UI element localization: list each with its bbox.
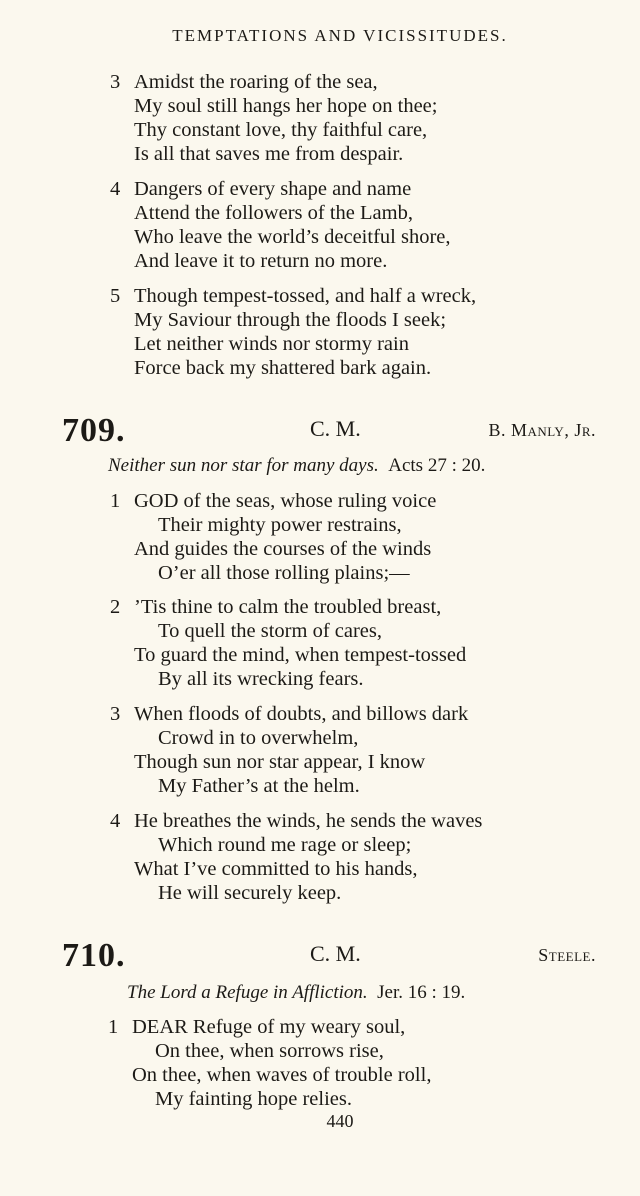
verse-line: Dangers of every shape and name — [134, 178, 412, 200]
verse-line: GOD of the seas, whose ruling voice — [134, 490, 437, 512]
hymn-theme: Neither sun nor star for many days. — [108, 455, 379, 476]
verse-line: Amidst the roaring of the sea, — [134, 71, 378, 93]
verse-line: And guides the courses of the winds — [134, 538, 432, 560]
stanza-number: 3 — [110, 71, 121, 93]
running-head: TEMPTATIONS AND VICISSITUDES. — [172, 26, 508, 45]
verse-line: Which round me rage or sleep; — [158, 834, 412, 856]
verse-line: Attend the followers of the Lamb, — [134, 202, 413, 224]
verse-line: To quell the storm of cares, — [158, 620, 382, 642]
verse-line: Thy constant love, thy faithful care, — [134, 119, 428, 141]
hymn-number: 709. — [62, 412, 126, 449]
hymn-709-header — [0, 412, 640, 452]
verse-line: My soul still hangs her hope on thee; — [134, 95, 438, 117]
stanza-number: 1 — [110, 490, 121, 512]
verse-line: Let neither winds nor stormy rain — [134, 333, 409, 355]
verse-line: My Father’s at the helm. — [158, 775, 360, 797]
stanza-number: 4 — [110, 810, 121, 832]
hymn-710-subtitle — [127, 982, 465, 1004]
verse-line: Who leave the world’s deceitful shore, — [134, 226, 451, 248]
verse-line: When floods of doubts, and billows dark — [134, 703, 469, 725]
hymn-710-header — [0, 937, 640, 977]
stanza-number: 3 — [110, 703, 121, 725]
verse-line: And leave it to return no more. — [134, 250, 388, 272]
hymn-author: B. Manly, Jr. — [488, 420, 596, 440]
verse-line: My fainting hope relies. — [155, 1088, 352, 1110]
stanza-number: 2 — [110, 596, 121, 618]
verse-line: My Saviour through the floods I seek; — [134, 309, 447, 331]
verse-line: To guard the mind, when tempest-tossed — [134, 644, 467, 666]
scripture-reference: Jer. 16 : 19. — [377, 982, 466, 1003]
hymn-meter: C. M. — [310, 941, 361, 966]
scripture-reference: Acts 27 : 20. — [388, 455, 486, 476]
hymn-number: 710. — [62, 937, 126, 974]
hymn-meter: C. M. — [310, 416, 361, 441]
verse-line: O’er all those rolling plains;— — [158, 562, 410, 584]
verse-line: He breathes the winds, he sends the waves — [134, 810, 483, 832]
verse-line: Their mighty power restrains, — [158, 514, 402, 536]
verse-line: By all its wrecking fears. — [158, 668, 364, 690]
verse-line: Is all that saves me from despair. — [134, 143, 404, 165]
stanza-number: 1 — [108, 1016, 119, 1038]
verse-line: DEAR Refuge of my weary soul, — [132, 1016, 406, 1038]
hymn-author: Steele. — [538, 945, 596, 965]
verse-line: What I’ve committed to his hands, — [134, 858, 418, 880]
verse-line: Though sun nor star appear, I know — [134, 751, 426, 773]
verse-line: Force back my shattered bark again. — [134, 357, 432, 379]
stanza-number: 4 — [110, 178, 121, 200]
stanza-number: 5 — [110, 285, 121, 307]
verse-line: Crowd in to overwhelm, — [158, 727, 359, 749]
verse-line: He will securely keep. — [158, 882, 342, 904]
verse-line: ’Tis thine to calm the troubled breast, — [134, 596, 442, 618]
page-number: 440 — [326, 1111, 354, 1131]
hymn-709-subtitle — [108, 455, 485, 477]
verse-line: Though tempest-tossed, and half a wreck, — [134, 285, 477, 307]
hymn-theme: The Lord a Refuge in Affliction. — [127, 982, 368, 1003]
verse-line: On thee, when sorrows rise, — [155, 1040, 384, 1062]
verse-line: On thee, when waves of trouble roll, — [132, 1064, 432, 1086]
